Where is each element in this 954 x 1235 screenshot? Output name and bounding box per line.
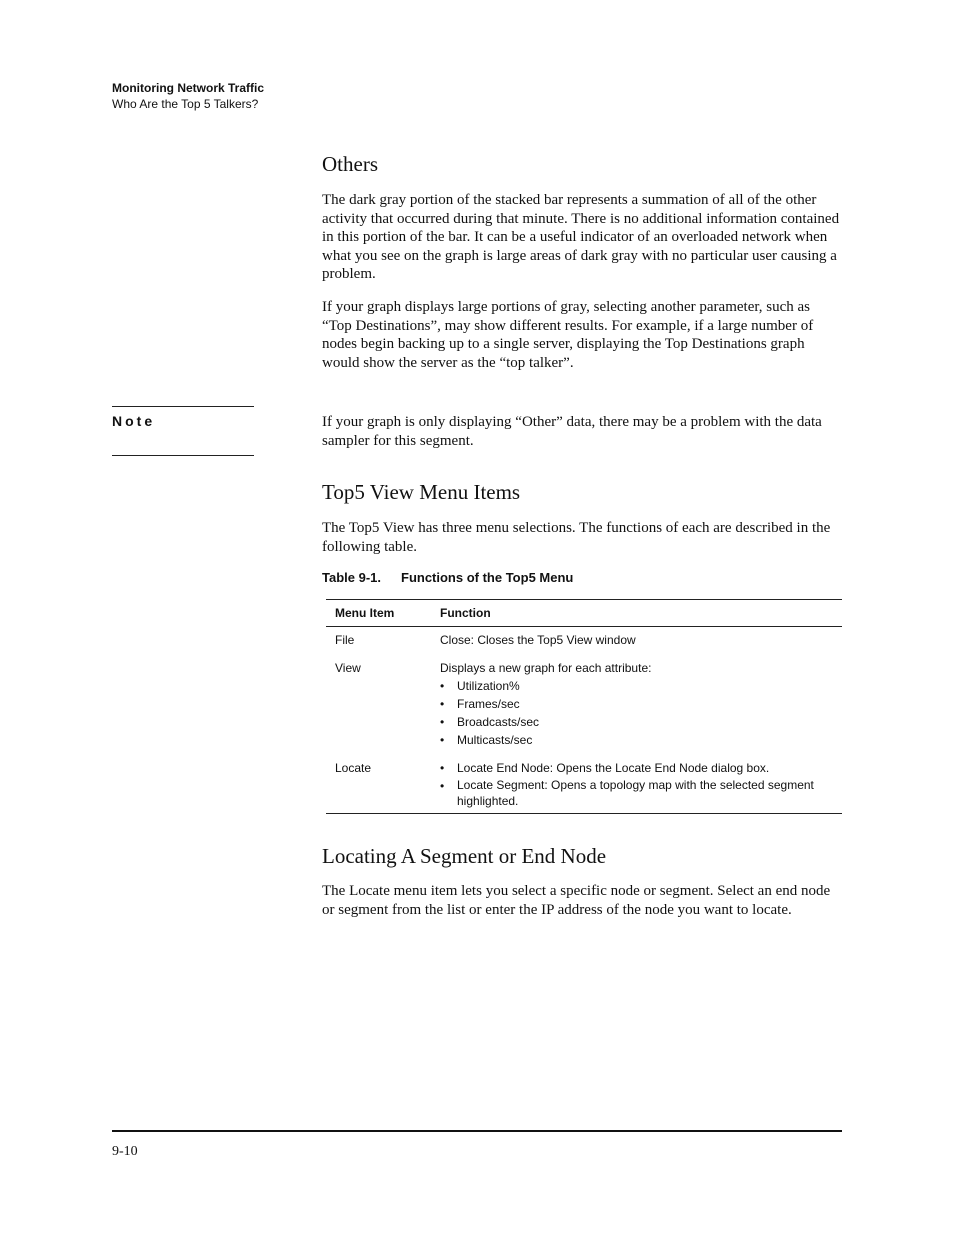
top5-menu-table xyxy=(326,599,842,814)
note-label: Note xyxy=(112,406,254,429)
table-row-view xyxy=(326,655,842,755)
column-header-menu-item: Menu Item xyxy=(326,600,431,627)
locating-heading: Locating A Segment or End Node xyxy=(322,844,607,868)
table-number: Table 9-1. xyxy=(322,570,382,585)
menu-item-cell: File xyxy=(335,633,355,647)
menu-item-cell: View xyxy=(335,661,361,675)
top5-heading: Top5 View Menu Items xyxy=(322,480,521,504)
others-paragraph-2: If your graph displays large portions of gray, selecting another parameter, such as “Top Destinations”, may show different results. For example, if a large number of nodes begin backing up to a single server, displaying the Top Destinations graph would show the server as the “top talker”. xyxy=(322,299,814,371)
chapter-title: Monitoring Network Traffic xyxy=(112,81,265,95)
list-item: • Locate End Node: Opens the Locate End Node dialog box. xyxy=(440,759,842,777)
attribute-list xyxy=(440,677,842,749)
table-row-locate xyxy=(326,755,842,814)
locate-list xyxy=(440,759,842,809)
table-title: Functions of the Top5 Menu xyxy=(401,570,574,585)
note-text: If your graph is only displaying “Other” data, there may be a problem with the data sampler for this segment. xyxy=(322,414,822,449)
others-heading: Others xyxy=(322,152,378,176)
running-header xyxy=(112,80,264,112)
table-row-file xyxy=(326,627,842,656)
section-title: Who Are the Top 5 Talkers? xyxy=(112,97,259,111)
top5-paragraph: The Top5 View has three menu selections. The functions of each are described in the following table. xyxy=(322,520,831,555)
list-item: • Utilization% xyxy=(440,677,842,695)
list-item: • Multicasts/sec xyxy=(440,731,842,749)
others-paragraph-1: The dark gray portion of the stacked bar represents a summation of all of the other activity that occurred during that minute. There is no additional information contained in this portion of the bar. It can be a useful indicator of an overloaded network when what you see on the graph is large areas of dark gray with no particular user causing a problem. xyxy=(322,192,840,283)
list-item: • Frames/sec xyxy=(440,695,842,713)
column-header-function: Function xyxy=(431,600,842,627)
list-item: • Broadcasts/sec xyxy=(440,713,842,731)
table-header-row xyxy=(326,600,842,627)
footer-rule xyxy=(112,1130,842,1132)
locating-paragraph: The Locate menu item lets you select a specific node or segment. Select an end node or segment from the list or enter the IP address of the node you want to locate. xyxy=(322,883,831,918)
list-item-text: • Locate Segment: Opens a topology map with the selected segment highlighted. xyxy=(457,778,814,808)
page-number: 9-10 xyxy=(112,1144,138,1159)
function-cell xyxy=(431,755,842,814)
list-item xyxy=(440,777,842,809)
note-divider xyxy=(112,455,254,456)
menu-item-cell: Locate xyxy=(326,755,431,814)
table-caption xyxy=(322,570,573,585)
function-cell xyxy=(431,655,842,755)
function-cell: Close: Closes the Top5 View window xyxy=(440,633,636,647)
function-text: Displays a new graph for each attribute: xyxy=(440,661,652,675)
